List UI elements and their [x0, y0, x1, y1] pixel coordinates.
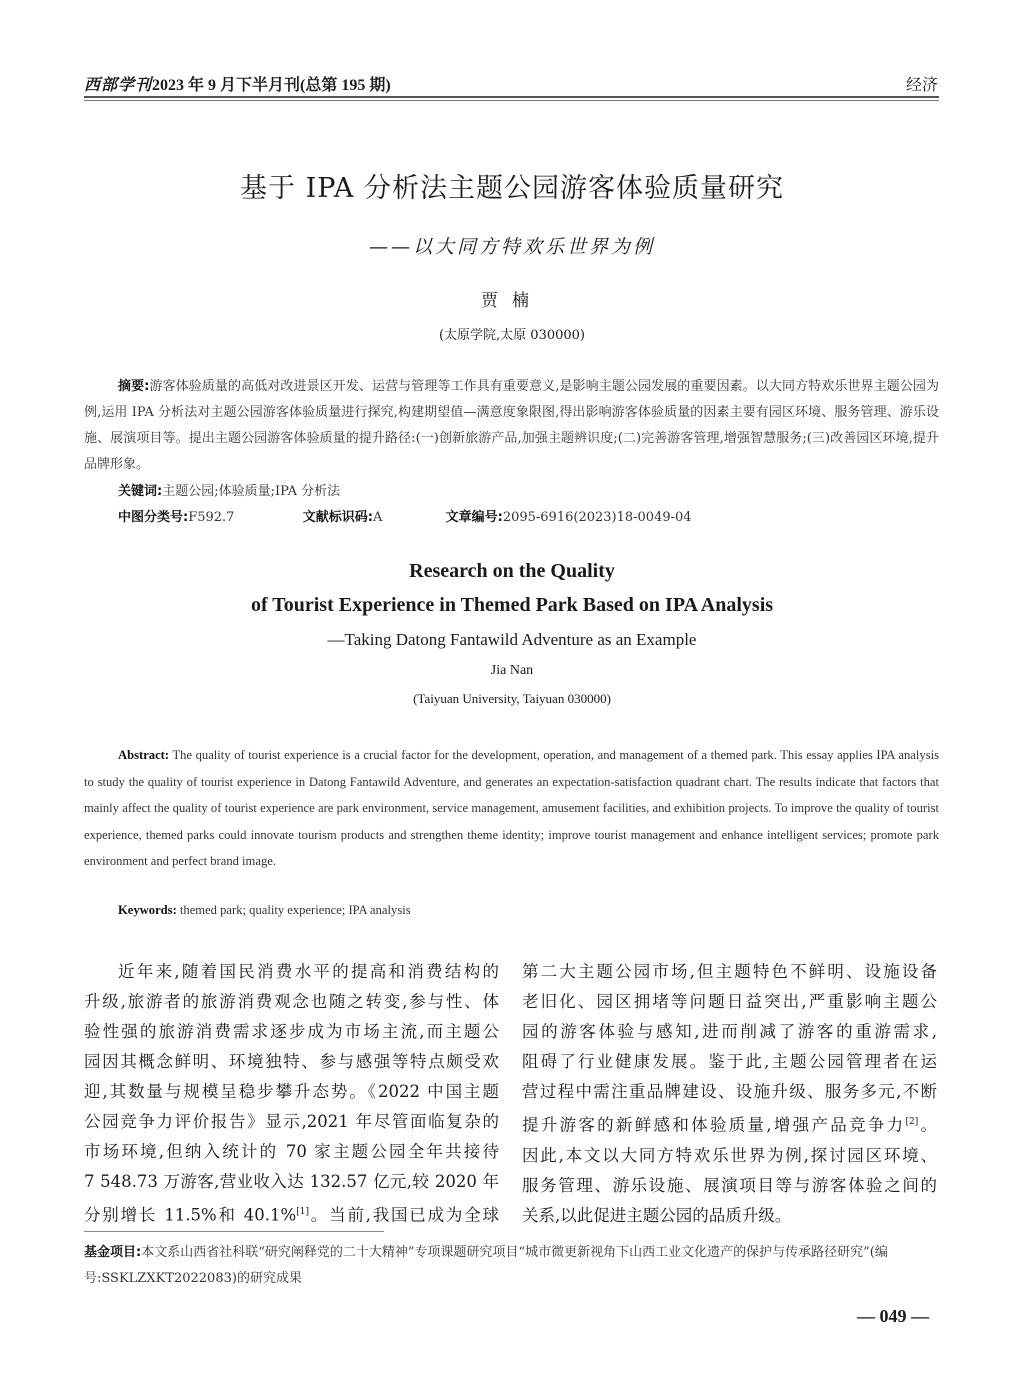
title-en-line2: of Tourist Experience in Themed Park Based on IPA Analysis — [250, 594, 774, 616]
body-line: 因此,本文以大同方特欢乐世界为例,探讨园区环境、 — [522, 1145, 937, 1165]
body-column-right — [522, 957, 937, 1231]
body-line: 园因其概念鲜明、环境独特、参与感强等特点颇受欢 — [84, 1052, 499, 1071]
fund-label: 基金项目: — [84, 1245, 142, 1260]
body-line: 第二大主题公园市场,但主题特色不鲜明、设施设备 — [522, 962, 937, 981]
keywords-label: 关键词: — [118, 484, 163, 499]
keywords-text: 主题公园;体验质量;IPA 分析法 — [162, 484, 341, 499]
body-text: 。当前,我国已成为全球 — [308, 1205, 499, 1225]
abstract-label: 摘要: — [118, 379, 150, 394]
article-no-value: 2095-6916(2023)18-0049-04 — [502, 510, 692, 525]
affiliation-en: (Taiyuan University, Taiyuan 030000) — [413, 691, 611, 706]
body-line: 关系,以此促进主题公园的品质升级。 — [522, 1205, 792, 1225]
body-line: 市场环境,但纳入统计的 70 家主题公园全年共接待 — [84, 1142, 499, 1161]
body-line: 迎,其数量与规模呈稳步攀升态势。《2022 中国主题 — [84, 1082, 499, 1101]
header-rule — [84, 96, 939, 98]
clc-label: 中图分类号: — [118, 510, 189, 525]
body-line: 近年来,随着国民消费水平的提高和消费结构的 — [118, 962, 499, 981]
abstract-en-label: Abstract: — [118, 748, 170, 762]
fund-note — [84, 1240, 939, 1292]
body-text: 提升游客的新鲜感和体验质量,增强产品竞争力 — [522, 1115, 906, 1135]
citation-2[interactable]: [2] — [905, 1117, 919, 1127]
issue-info: 2023 年 9 月下半月刊(总第 195 期) — [152, 77, 391, 94]
title-en-line1: Research on the Quality — [409, 560, 615, 582]
doc-code-label: 文献标识码: — [302, 510, 373, 525]
abstract-en — [84, 742, 939, 875]
subtitle-en: —Taking Datong Fantawild Adventure as an Example — [327, 630, 697, 649]
classification-line — [118, 506, 692, 525]
abstract-text: 游客体验质量的高低对改进景区开发、运营与管理等工作具有重要意义,是影响主题公园发展的重要因素。以大同方特欢乐世界主题公园为例,运用 IPA 分析法对主题公园游客体验质量进行探究,构建期望值—满意度象限图,得出影响游客体验质量的因素主要有园区环境、服务管理、游乐设施、展演项目等。提出主题公园游客体验质量的提升路径:(一)创新旅游产品,加强主题辨识度;(二)完善游客管理,增强智慧服务;(三)改善园区环境,提升品牌形象。 — [84, 379, 940, 472]
body-line: 验性强的旅游消费需求逐步成为市场主流,而主题公 — [84, 1022, 499, 1041]
keywords-cn — [118, 480, 340, 499]
body-line: 公园竞争力评价报告》显示,2021 年尽管面临复杂的 — [84, 1112, 499, 1131]
affiliation-cn: (太原学院,太原 030000) — [438, 328, 586, 343]
author-cn: 贾楠 — [481, 291, 543, 311]
section-label: 经济 — [905, 75, 938, 94]
citation-1[interactable]: [1] — [296, 1207, 309, 1217]
author-en: Jia Nan — [490, 663, 534, 678]
doc-code-value: A — [372, 510, 383, 525]
body-text: 分别增长 11.5%和 40.1% — [84, 1205, 297, 1225]
body-line: 园的游客体验与感知,进而削减了游客的重游需求, — [522, 1022, 937, 1041]
body-line: 阻碍了行业健康发展。鉴于此,主题公园管理者在运 — [522, 1052, 937, 1071]
abstract-cn — [84, 374, 939, 478]
title-cn: 基于 IPA 分析法主题公园游客体验质量研究 — [239, 173, 785, 204]
fund-text: 本文系山西省社科联“研究阐释党的二十大精神”专项课题研究项目“城市微更新视角下山西工业文化遗产的保护与传承路径研究”(编号:SSKLZXKT2022083)的研究成果 — [84, 1245, 888, 1286]
running-header — [84, 72, 391, 95]
body-line: 营过程中需注重品牌建设、设施升级、服务多元,不断 — [522, 1082, 937, 1101]
clc-value: F592.7 — [188, 510, 235, 525]
body-line — [84, 1197, 499, 1231]
body-line — [522, 1107, 937, 1141]
article-no-label: 文章编号: — [445, 510, 503, 525]
footnote-rule — [84, 1231, 384, 1232]
keywords-en-text: themed park; quality experience; IPA analysis — [176, 903, 411, 917]
abstract-en-text: The quality of tourist experience is a crucial factor for the development, operation, and management of a themed park. This essay applies IPA analysis to study the quality of tourist experience in Datong Fantawild Adventure, and generates an expectation-satisfaction quadrant chart. The results indicate that factors that mainly affect the quality of tourist experience are park environment, service management, amusement facilities, and exhibition projects. To improve the quality of tourist experience, themed parks could innovate tourism products and strengthen theme identity; improve tourist management and enhance intelligent services; promote park environment and perfect brand image. — [84, 748, 939, 868]
header-rule-thin — [84, 100, 939, 101]
keywords-en-label: Keywords: — [118, 903, 177, 917]
journal-logo: 西部学刊 — [84, 77, 153, 94]
page-number: — 049 — — [857, 1306, 929, 1326]
subtitle-cn: ——以大同方特欢乐世界为例 — [368, 236, 655, 258]
body-line: 升级,旅游者的旅游消费观念也随之转变,参与性、体 — [84, 992, 499, 1011]
body-line: 老旧化、园区拥堵等问题日益突出,严重影响主题公 — [522, 992, 937, 1011]
body-column-left — [84, 957, 499, 1231]
body-line: 7 548.73 万游客,营业收入达 132.57 亿元,较 2020 年 — [84, 1172, 499, 1191]
body-line: 服务管理、游乐设施、展演项目等与游客体验之间的 — [522, 1175, 937, 1195]
keywords-en — [118, 903, 411, 918]
body-text: 。 — [918, 1115, 937, 1135]
